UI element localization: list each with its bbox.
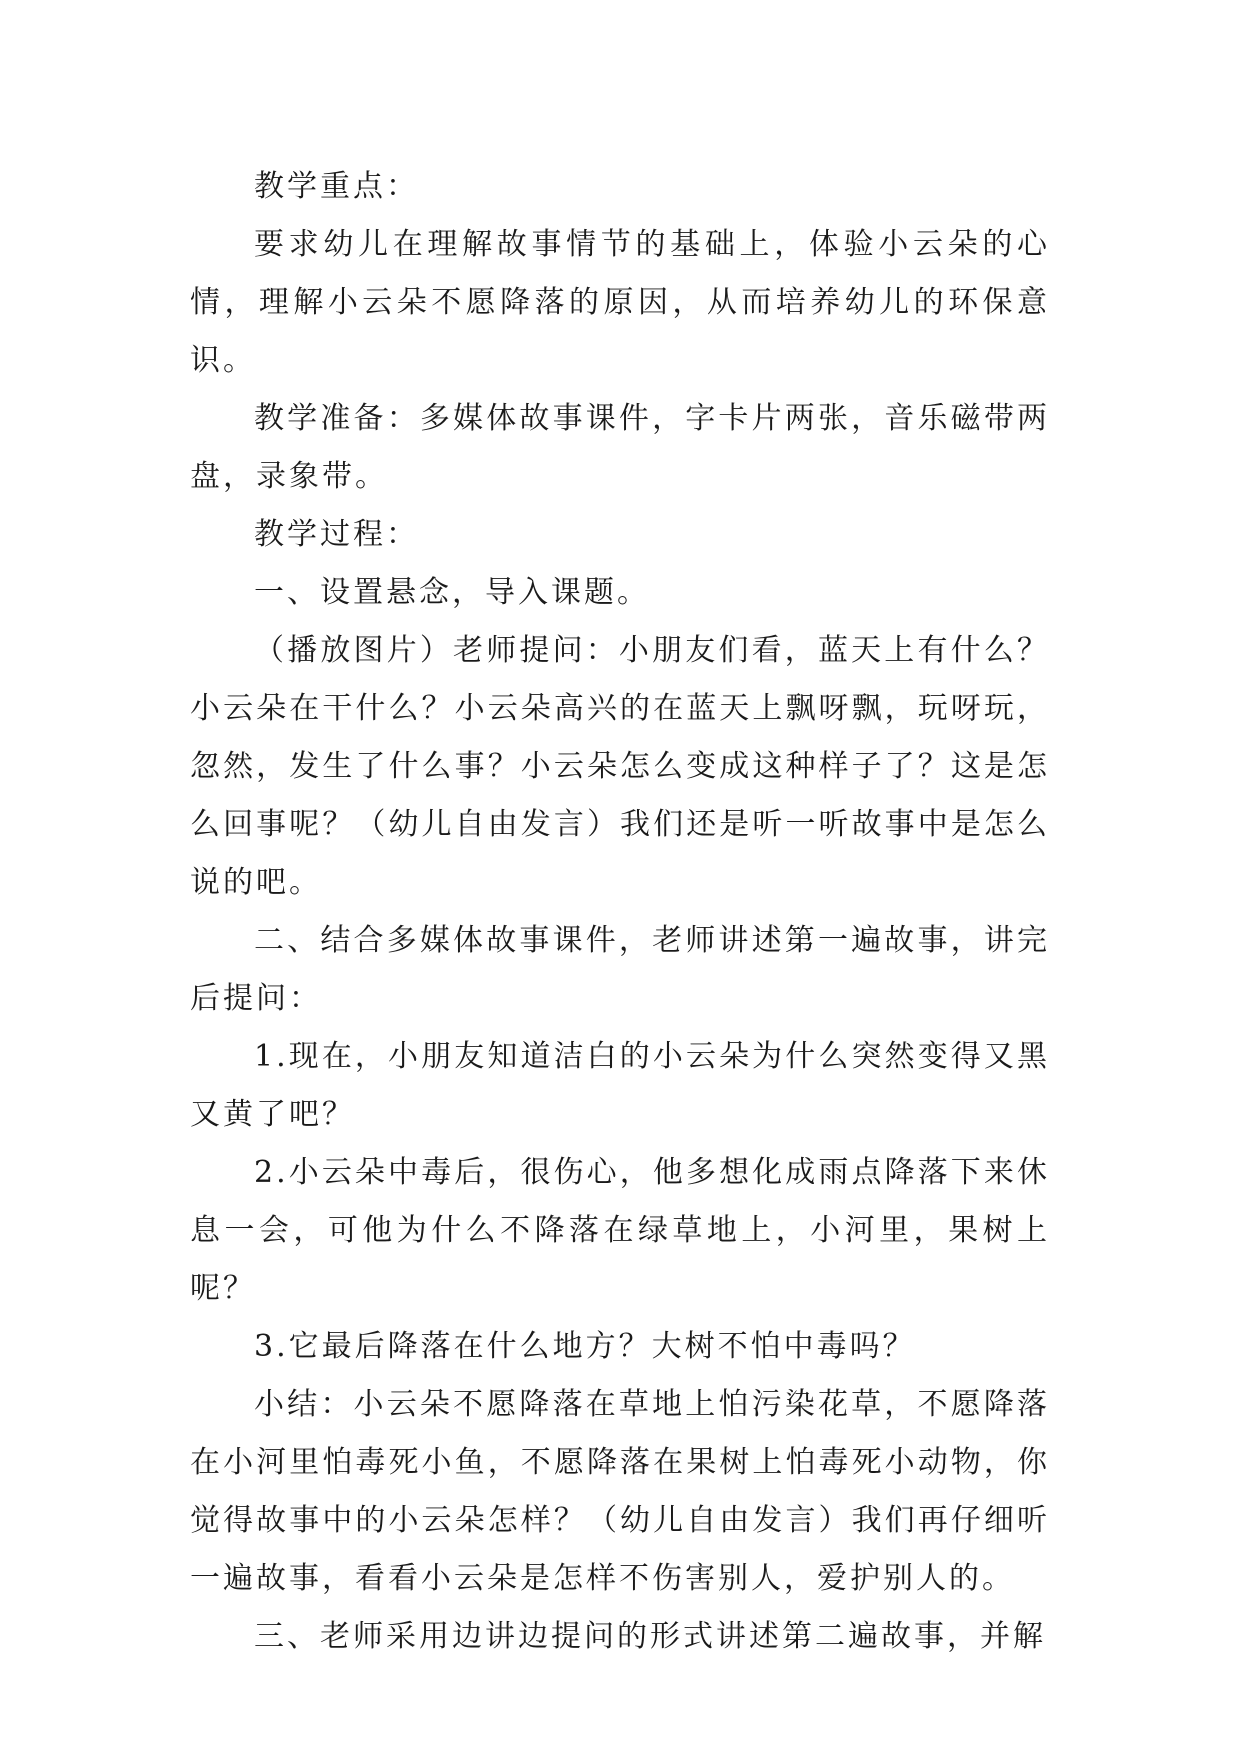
document-body	[190, 158, 1050, 1666]
paragraph-step-one-detail: （播放图片）老师提问：小朋友们看，蓝天上有什么？小云朵在干什么？小云朵高兴的在蓝天上飘呀飘，玩呀玩，忽然，发生了什么事？小云朵怎么变成这种样子了？这是怎么回事呢？（幼儿自由发言）我们还是听一听故事中是怎么说的吧。	[190, 633, 1050, 900]
paragraph-question-1: 1.现在，小朋友知道洁白的小云朵为什么突然变得又黑又黄了吧？	[190, 1039, 1050, 1132]
paragraph-step-three: 三、老师采用边讲边提问的形式讲述第二遍故事，并解	[254, 1619, 1046, 1654]
paragraph-summary: 小结：小云朵不愿降落在草地上怕污染花草，不愿降落在小河里怕毒死小鱼，不愿降落在果树上怕毒死小动物，你觉得故事中的小云朵怎样？（幼儿自由发言）我们再仔细听一遍故事，看看小云朵是怎样不伤害别人，爱护别人的。	[190, 1387, 1050, 1596]
paragraph-question-2: 2.小云朵中毒后，很伤心，他多想化成雨点降落下来休息一会，可他为什么不降落在绿草地上，小河里，果树上呢？	[190, 1155, 1050, 1306]
paragraph-preparation: 教学准备：多媒体故事课件，字卡片两张，音乐磁带两盘，录象带。	[190, 401, 1050, 494]
paragraph-key-points-heading: 教学重点：	[254, 169, 419, 204]
paragraph-process-heading: 教学过程：	[254, 517, 419, 552]
paragraph-step-two: 二、结合多媒体故事课件，老师讲述第一遍故事，讲完后提问：	[190, 923, 1050, 1016]
paragraph-question-3: 3.它最后降落在什么地方？大树不怕中毒吗？	[254, 1329, 916, 1364]
paragraph-step-one: 一、设置悬念，导入课题。	[254, 575, 650, 610]
paragraph-key-points: 要求幼儿在理解故事情节的基础上，体验小云朵的心情，理解小云朵不愿降落的原因，从而培养幼儿的环保意识。	[190, 227, 1050, 378]
